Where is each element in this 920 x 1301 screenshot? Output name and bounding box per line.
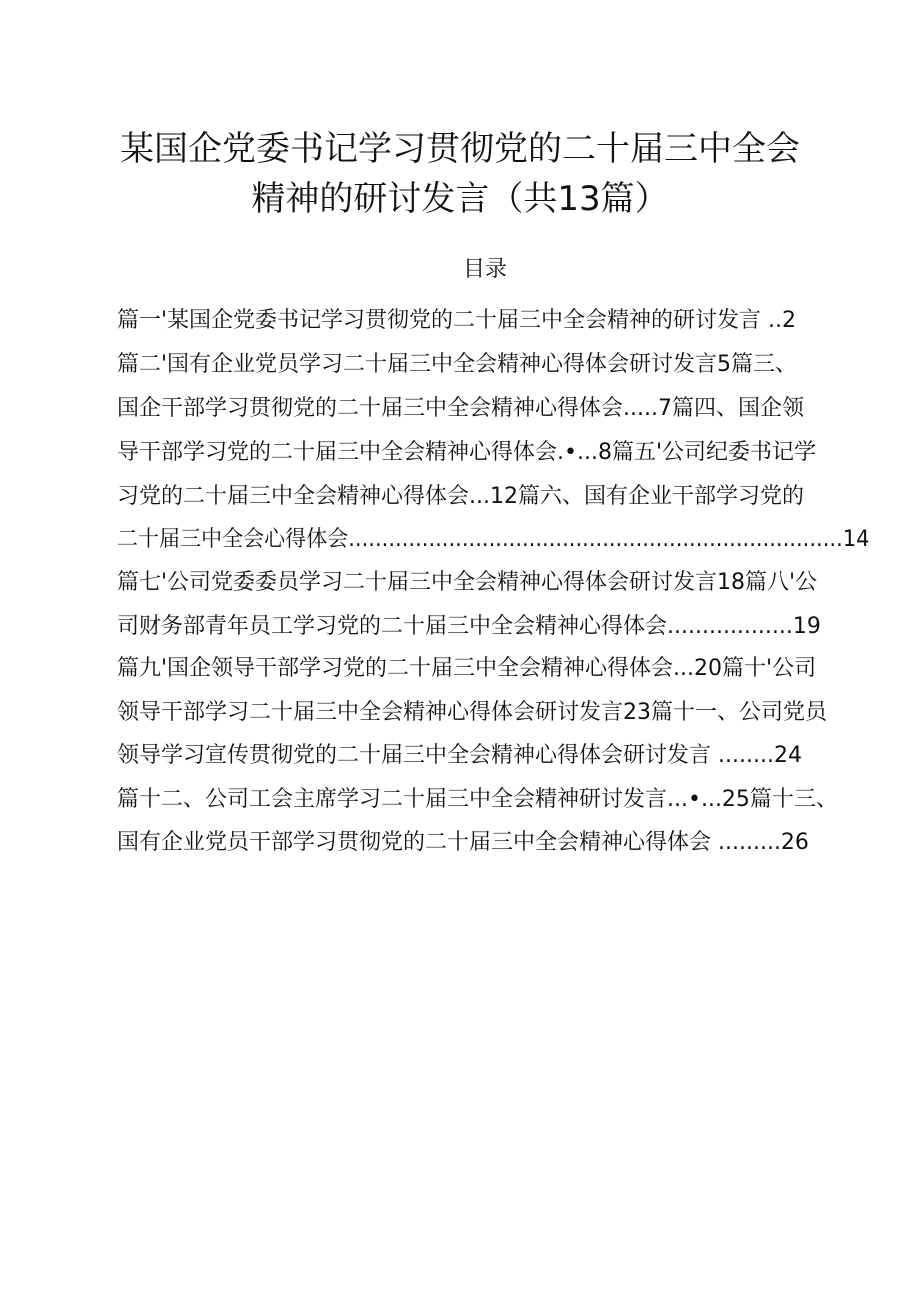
document-title-line-2: 精神的研讨发言（共13篇）	[251, 179, 669, 219]
toc-line: 领导干部学习二十届三中全会精神心得体会研讨发言23篇十一、公司党员	[117, 700, 827, 725]
toc-line: 篇十二、公司工会主席学习二十届三中全会精神研讨发言...•...25篇十三、	[117, 787, 838, 812]
toc-line: 习党的二十届三中全会精神心得体会...12篇六、国有企业干部学习党的	[117, 484, 804, 509]
toc-line: 篇一'某国企党委书记学习贯彻党的二十届三中全会精神的研讨发言 ..2	[117, 308, 797, 333]
toc-line: 篇二'国有企业党员学习二十届三中全会精神心得体会研讨发言5篇三、	[117, 352, 798, 377]
toc-line: 司财务部青年员工学习党的二十届三中全会精神心得体会..................19	[117, 614, 821, 639]
toc-line: 篇九'国企领导干部学习党的二十届三中全会精神心得体会...20篇十'公司	[117, 656, 817, 681]
toc-line: 篇七'公司党委委员学习二十届三中全会精神心得体会研讨发言18篇八'公	[117, 570, 818, 595]
toc-heading: 目录	[462, 257, 507, 282]
document-title-line-1: 某国企党委书记学习贯彻党的二十届三中全会	[120, 129, 800, 169]
toc-line: 导干部学习党的二十届三中全会精神心得体会.•...8篇五'公司纪委书记学	[117, 440, 816, 465]
toc-line: 国企干部学习贯彻党的二十届三中全会精神心得体会.....7篇四、国企领	[117, 396, 804, 421]
toc-line: 国有企业党员干部学习贯彻党的二十届三中全会精神心得体会 .........26	[117, 830, 809, 855]
toc-line: 二十届三中全会心得体会..........................................................................14	[117, 527, 870, 552]
toc-line: 领导学习宣传贯彻党的二十届三中全会精神心得体会研讨发言 ........24	[117, 743, 802, 768]
